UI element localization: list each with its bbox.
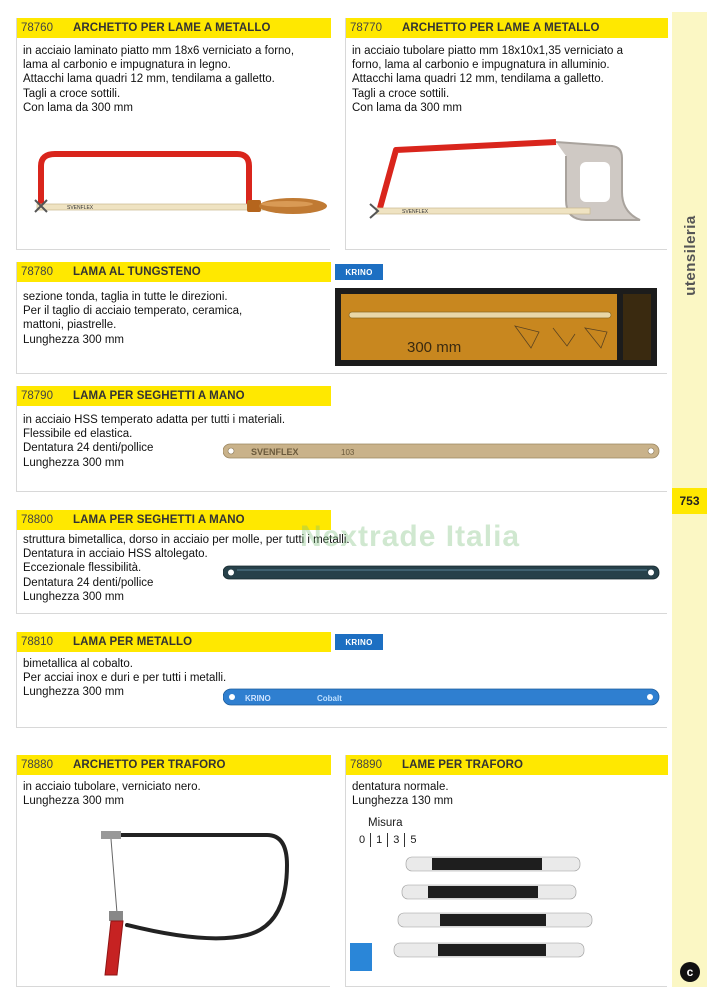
- svg-text:Cobalt: Cobalt: [317, 694, 342, 703]
- fretsaw-image: [87, 825, 297, 985]
- product-header: [17, 386, 331, 406]
- side-category-label: utensileria: [681, 214, 699, 296]
- product-title: ARCHETTO PER LAME A METALLO: [402, 22, 600, 34]
- product-code: 78810: [21, 636, 53, 648]
- misura-size: 0: [359, 834, 366, 846]
- svg-text:SVENFLEX: SVENFLEX: [251, 447, 299, 457]
- watermark: Nextrade Italia: [300, 520, 521, 553]
- product-code: 78780: [21, 266, 53, 278]
- product-header: [17, 262, 331, 282]
- product-code: 78800: [21, 514, 53, 526]
- fretsaw-blades-image: [346, 851, 666, 981]
- bimetal-blade-image: [223, 562, 663, 584]
- misura-size: 1: [371, 833, 388, 847]
- product-title: LAMA PER SEGHETTI A MANO: [73, 390, 245, 402]
- product-78880: [16, 755, 330, 987]
- product-description: in acciaio tubolare, verniciato nero. Lunghezza 300 mm: [23, 781, 201, 808]
- tungsten-blade-package-image: [335, 288, 657, 366]
- product-78770: [345, 18, 667, 250]
- svg-text:300 mm: 300 mm: [407, 339, 462, 356]
- product-code: 78760: [21, 22, 53, 34]
- product-code: 78880: [21, 759, 53, 771]
- product-description: bimetallica al cobalto. Per acciai inox e duri e per tutti i metalli. Lunghezza 300 mm: [23, 658, 227, 699]
- product-description: sezione tonda, taglia in tutte le direzioni. Per il taglio di acciaio temperato, ceramica, mattoni, piastrelle. Lunghezza 300 mm: [23, 291, 243, 346]
- product-78890: [345, 755, 667, 987]
- hss-blade-image: [223, 438, 663, 464]
- product-code: 78890: [350, 759, 382, 771]
- product-description: struttura bimetallica, dorso in acciaio per molle, per tutti i metalli. Dentatura in acciaio HSS altolegato. Eccezionale flessibilità. Dentatura 24 denti/pollice Lunghezza 300 mm: [23, 534, 350, 603]
- cobalt-blade-image: [223, 686, 663, 708]
- product-title: LAME PER TRAFORO: [402, 759, 524, 771]
- product-title: ARCHETTO PER TRAFORO: [73, 759, 226, 771]
- product-title: LAMA PER METALLO: [73, 636, 193, 648]
- product-title: ARCHETTO PER LAME A METALLO: [73, 22, 271, 34]
- svg-text:SVENFLEX: SVENFLEX: [67, 205, 94, 211]
- product-title: LAMA PER SEGHETTI A MANO: [73, 514, 245, 526]
- misura-size: 3: [388, 833, 405, 847]
- misura-label: Misura: [368, 817, 403, 829]
- product-header: [17, 632, 331, 652]
- copyright-icon: c: [680, 962, 700, 982]
- product-title: LAMA AL TUNGSTENO: [73, 266, 201, 278]
- product-header: [346, 755, 668, 775]
- product-code: 78770: [350, 22, 382, 34]
- page-number: 753: [672, 488, 707, 514]
- svg-text:SVENFLEX: SVENFLEX: [402, 209, 429, 215]
- product-description: in acciaio laminato piatto mm 18x6 verniciato a forno, lama al carbonio e impugnatura in legno. Attacchi lama quadri 12 mm, tendilama a galletto. Tagli a croce sottili. Con lama da 300 mm: [23, 45, 295, 114]
- product-78810: [16, 632, 667, 728]
- krino-brand-badge: KRINO: [335, 634, 383, 650]
- product-description: dentatura normale. Lunghezza 130 mm: [352, 781, 454, 808]
- product-description: in acciaio tubolare piatto mm 18x10x1,35 verniciato a forno, lama al carbonio e impugnatura in alluminio. Attacchi lama quadri 12 mm, tendilama a galletto. Tagli a croce sottili. Con lama da 300 mm: [352, 45, 624, 114]
- krino-brand-badge: KRINO: [335, 264, 383, 280]
- product-header: [17, 755, 331, 775]
- product-78760: [16, 18, 330, 250]
- hacksaw-wood-handle-image: [27, 138, 327, 238]
- product-code: 78790: [21, 390, 53, 402]
- misura-size: 5: [405, 833, 422, 847]
- product-78780: [16, 262, 667, 374]
- product-header: [17, 18, 331, 38]
- misura-table: [354, 833, 422, 847]
- svg-text:KRINO: KRINO: [245, 694, 271, 703]
- svg-text:103: 103: [341, 448, 355, 457]
- product-header: [17, 510, 331, 530]
- hacksaw-aluminium-handle-image: [360, 128, 660, 238]
- product-description: in acciaio HSS temperato adatta per tutti i materiali. Flessibile ed elastica. Dentatura 24 denti/pollice Lunghezza 300 mm: [23, 414, 286, 469]
- product-header: [346, 18, 668, 38]
- product-78790: [16, 386, 667, 492]
